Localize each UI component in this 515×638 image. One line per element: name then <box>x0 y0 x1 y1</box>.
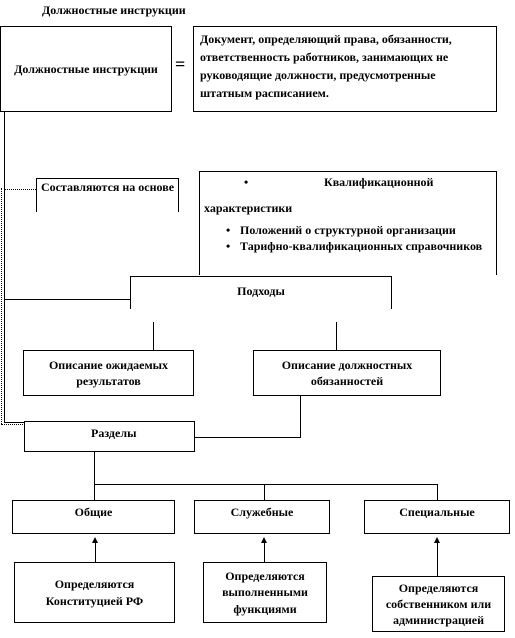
left-main-connector <box>4 112 5 422</box>
definition-text: Документ, определяющий права, обязанности, ответственность работников, занимающих не руководящие должности, предусмотренные штатным расписанием. <box>200 32 452 100</box>
basis-special-label: Определяются собственником или администрацией <box>385 580 492 628</box>
approach-left-connector <box>153 322 154 350</box>
approaches-label: Подходы <box>237 284 285 298</box>
sections-box <box>24 421 195 452</box>
sources-label-frame <box>36 178 179 212</box>
approaches-link <box>4 299 130 300</box>
branch-general <box>94 484 95 500</box>
sources-list-box <box>199 171 497 275</box>
arrow-up-icon <box>434 537 440 543</box>
basis-service-label: Определяются выполненными функциями <box>222 569 308 616</box>
sources-item: • Тарифно-квалификационных справочников <box>224 238 492 254</box>
equals-sign: = <box>175 54 186 74</box>
left-dotted-sections-link <box>1 424 23 425</box>
approach-right-connector <box>336 322 337 350</box>
duties-down-connector <box>300 396 301 438</box>
sources-first-item <box>204 174 492 192</box>
duties-to-sections-link <box>195 437 301 438</box>
duties-label: Описание должностных обязанностей <box>281 357 413 388</box>
section-general-box <box>12 500 175 534</box>
sources-first-item-text: Квалификационной <box>324 175 434 189</box>
approaches-frame <box>130 276 392 309</box>
section-special-box <box>364 500 510 534</box>
definition-box <box>193 26 497 112</box>
section-service-box <box>194 500 330 534</box>
expected-results-box <box>23 350 194 396</box>
duties-box <box>253 350 441 396</box>
arrow-general-shaft <box>95 542 96 562</box>
basis-general-label: Определяются Конституцией РФ <box>45 577 144 608</box>
sources-items <box>224 222 492 254</box>
sources-first-item-cont: характеристики <box>204 201 293 215</box>
arrow-service-shaft <box>264 542 265 562</box>
arrow-special-shaft <box>437 542 438 576</box>
bullet-icon: • <box>244 175 249 189</box>
expected-results-label: Описание ожидаемых результатов <box>48 357 169 388</box>
branch-special <box>437 484 438 500</box>
section-general-label: Общие <box>74 505 113 519</box>
left-dotted-connector <box>1 188 2 424</box>
term-label: Должностные инструкции <box>14 61 158 76</box>
sources-label: Составляются на основе <box>40 180 175 194</box>
term-box <box>0 26 172 112</box>
arrow-up-icon <box>261 537 267 543</box>
sections-label: Разделы <box>91 426 137 440</box>
section-service-label: Служебные <box>230 505 294 519</box>
section-special-label: Специальные <box>399 505 475 519</box>
branch-service <box>264 484 265 500</box>
sources-item: • Положений о структурной организации <box>224 222 492 238</box>
basis-special-box <box>372 576 505 632</box>
sources-dotted-link <box>4 189 36 190</box>
left-to-sections-link <box>4 422 24 423</box>
arrow-up-icon <box>92 537 98 543</box>
basis-general-box <box>14 562 175 623</box>
sections-trunk <box>94 452 95 484</box>
diagram-title: Должностные инструкции <box>42 3 186 17</box>
basis-service-box <box>203 562 327 623</box>
sections-branch <box>94 484 438 485</box>
